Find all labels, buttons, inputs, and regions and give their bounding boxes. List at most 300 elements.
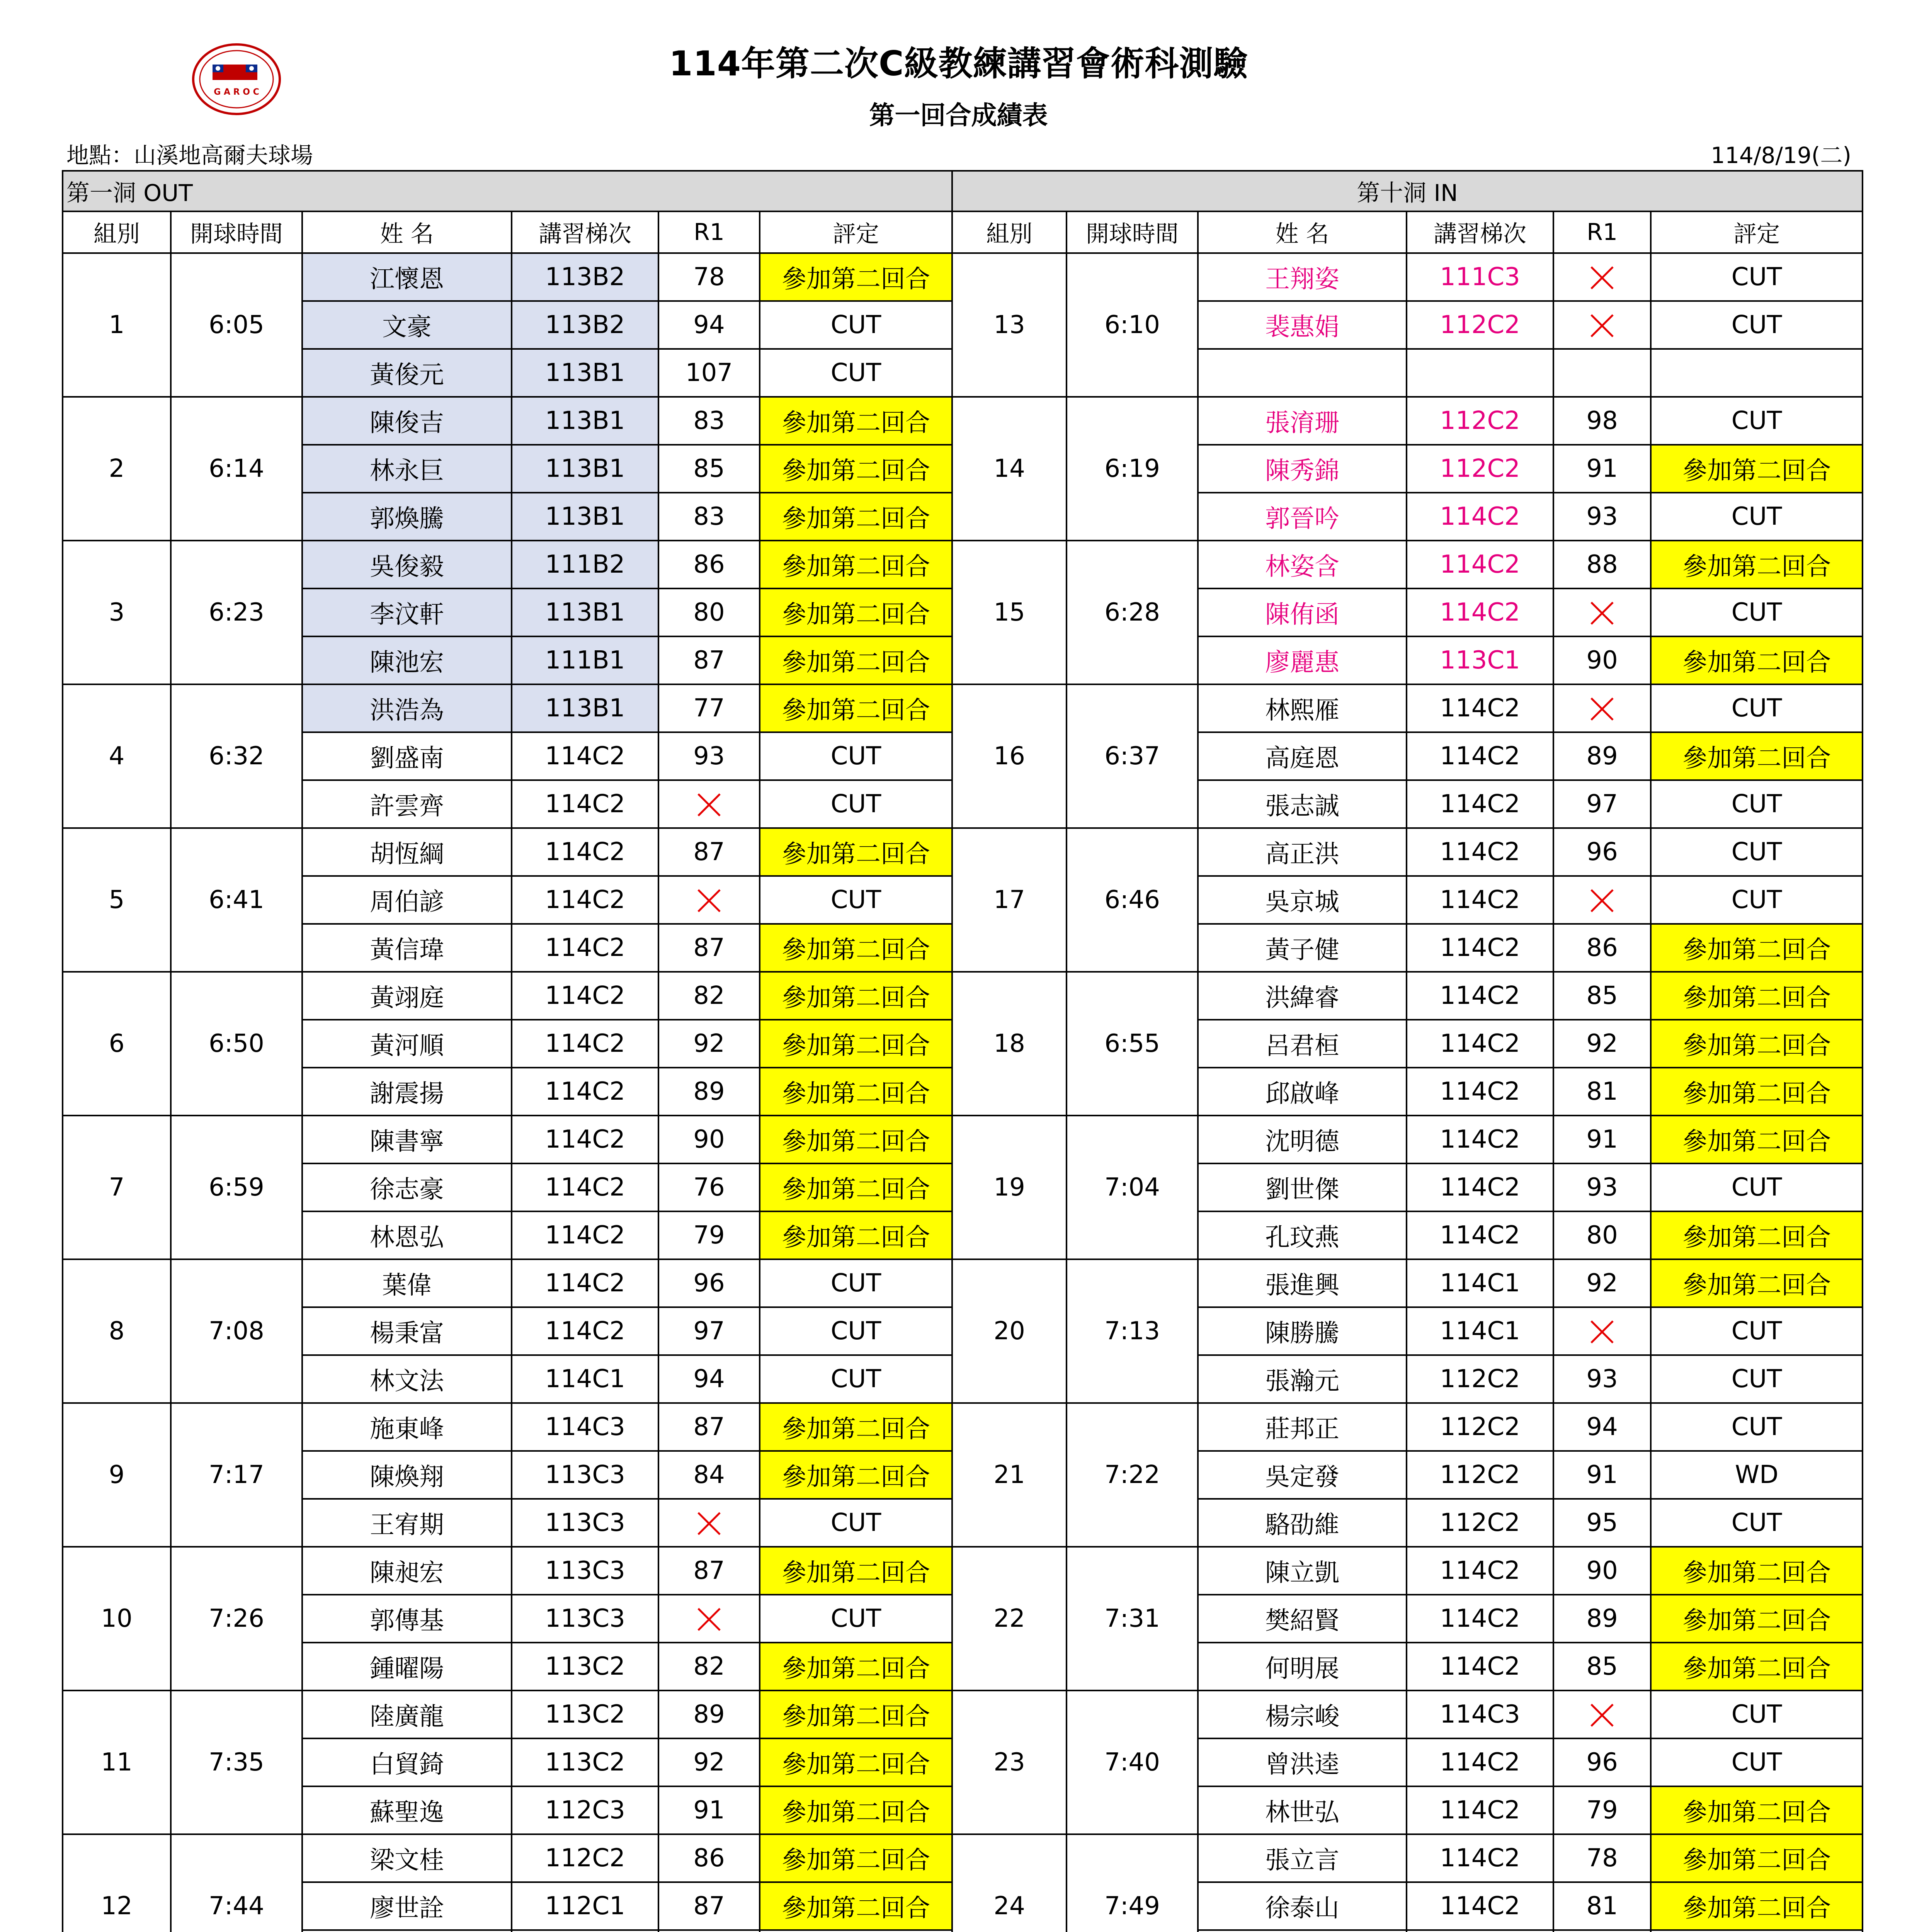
training-session: 112C2 [1407, 445, 1553, 493]
result-status: 參加第二回合 [760, 253, 952, 301]
result-status: 參加第二回合 [1651, 445, 1863, 493]
training-session: 112C2 [1407, 1499, 1553, 1547]
player-name: 梁文桂 [302, 1834, 512, 1882]
player-name: 洪緯睿 [1198, 972, 1407, 1020]
player-name: 邱啟峰 [1198, 1068, 1407, 1116]
result-status: CUT [1651, 588, 1863, 636]
player-name: 黃河順 [302, 1020, 512, 1068]
x-mark-icon [1588, 264, 1616, 292]
training-session: 114C2 [1407, 1116, 1553, 1163]
player-row [63, 397, 1863, 445]
group-number: 3 [63, 541, 171, 684]
col-header-r1: R1 [1553, 211, 1651, 253]
col-header-tee-time: 開球時間 [171, 211, 302, 253]
player-name: 曾洪逵 [1198, 1738, 1407, 1786]
r1-score: 80 [658, 588, 760, 636]
player-name: 楊宗峻 [1198, 1690, 1407, 1738]
training-session: 114C2 [1407, 924, 1553, 972]
training-session: 114C1 [1407, 1259, 1553, 1307]
player-name [302, 1930, 512, 1932]
r1-score [1553, 684, 1651, 732]
group-number: 7 [63, 1116, 171, 1259]
venue-label: 地點：山溪地高爾夫球場 [66, 142, 313, 168]
player-name: 樊紹賢 [1198, 1595, 1407, 1643]
training-session [1407, 1930, 1553, 1932]
player-name: 徐志豪 [302, 1163, 512, 1211]
training-session: 114C2 [1407, 541, 1553, 588]
player-name: 黃翊庭 [302, 972, 512, 1020]
r1-score: 87 [658, 1882, 760, 1930]
player-name: 陳俊吉 [302, 397, 512, 445]
col-header-session: 講習梯次 [512, 211, 658, 253]
result-status: 參加第二回合 [1651, 1786, 1863, 1834]
player-name: 施東峰 [302, 1403, 512, 1451]
tee-time: 7:44 [171, 1834, 302, 1932]
training-session: 114C2 [512, 1163, 658, 1211]
tee-time: 6:50 [171, 972, 302, 1116]
group-number: 15 [952, 541, 1067, 684]
training-session [1407, 349, 1553, 397]
player-name: 郭煥騰 [302, 493, 512, 541]
result-status: 參加第二回合 [1651, 636, 1863, 684]
player-name: 林文法 [302, 1355, 512, 1403]
result-status: 參加第二回合 [760, 1163, 952, 1211]
result-status: 參加第二回合 [760, 445, 952, 493]
training-session: 114C3 [512, 1403, 658, 1451]
r1-score: 96 [658, 1259, 760, 1307]
player-row [63, 1403, 1863, 1451]
result-status: CUT [1651, 828, 1863, 876]
x-mark-icon [695, 1605, 723, 1633]
r1-score: 78 [658, 253, 760, 301]
training-session: 114C2 [1407, 876, 1553, 924]
tee-time: 6:05 [171, 253, 302, 397]
r1-score [1553, 1930, 1651, 1932]
result-status: 參加第二回合 [1651, 732, 1863, 780]
player-name: 林恩弘 [302, 1211, 512, 1259]
training-session: 114C2 [1407, 1643, 1553, 1690]
col-header-name: 姓 名 [1198, 211, 1407, 253]
training-session: 112C1 [512, 1882, 658, 1930]
result-status: CUT [1651, 1355, 1863, 1403]
player-name: 胡恆綱 [302, 828, 512, 876]
r1-score: 90 [1553, 636, 1651, 684]
training-session: 114C2 [512, 924, 658, 972]
training-session: 114C2 [1407, 1834, 1553, 1882]
result-status: 參加第二回合 [760, 397, 952, 445]
result-status: 參加第二回合 [760, 1068, 952, 1116]
r1-score: 79 [1553, 1786, 1651, 1834]
group-number: 23 [952, 1690, 1067, 1834]
training-session: 114C2 [512, 732, 658, 780]
result-status: 參加第二回合 [760, 1834, 952, 1882]
player-name: 王翔姿 [1198, 253, 1407, 301]
result-status: 參加第二回合 [760, 1116, 952, 1163]
tee-time: 6:59 [171, 1116, 302, 1259]
training-session: 113B1 [512, 397, 658, 445]
result-status: WD [1651, 1451, 1863, 1499]
result-status: 參加第二回合 [1651, 1595, 1863, 1643]
col-header-name: 姓 名 [302, 211, 512, 253]
training-session: 113C2 [512, 1643, 658, 1690]
result-status: 參加第二回合 [760, 636, 952, 684]
r1-score: 83 [658, 493, 760, 541]
r1-score: 86 [1553, 924, 1651, 972]
tee-time: 6:14 [171, 397, 302, 541]
col-header-r1: R1 [658, 211, 760, 253]
tee-time: 7:26 [171, 1547, 302, 1690]
player-name: 高正洪 [1198, 828, 1407, 876]
group-number: 11 [63, 1690, 171, 1834]
x-mark-icon [695, 887, 723, 915]
result-status: 參加第二回合 [760, 493, 952, 541]
result-status: CUT [760, 301, 952, 349]
player-name: 廖麗惠 [1198, 636, 1407, 684]
result-status: CUT [1651, 780, 1863, 828]
r1-score: 93 [1553, 1355, 1651, 1403]
result-status: 參加第二回合 [760, 1786, 952, 1834]
player-row [63, 253, 1863, 301]
result-status: 參加第二回合 [760, 541, 952, 588]
col-header-group: 組別 [63, 211, 171, 253]
r1-score: 81 [1553, 1882, 1651, 1930]
r1-score [1553, 1690, 1651, 1738]
player-name: 陳書寧 [302, 1116, 512, 1163]
player-row [63, 828, 1863, 876]
result-status: 參加第二回合 [1651, 1020, 1863, 1068]
group-number: 21 [952, 1403, 1067, 1547]
r1-score: 77 [658, 684, 760, 732]
r1-score: 85 [1553, 1643, 1651, 1690]
result-status: 參加第二回合 [760, 924, 952, 972]
training-session: 112C2 [1407, 397, 1553, 445]
r1-score: 93 [1553, 493, 1651, 541]
result-status: 參加第二回合 [1651, 1643, 1863, 1690]
tee-time: 7:22 [1067, 1403, 1198, 1547]
r1-score [1553, 1307, 1651, 1355]
player-name: 楊秉富 [302, 1307, 512, 1355]
training-session: 114C2 [512, 972, 658, 1020]
result-status: 參加第二回合 [760, 1451, 952, 1499]
player-name: 呂君桓 [1198, 1020, 1407, 1068]
x-mark-icon [1588, 599, 1616, 627]
training-session: 113C3 [512, 1595, 658, 1643]
r1-score: 92 [658, 1738, 760, 1786]
r1-score: 97 [658, 1307, 760, 1355]
r1-score: 92 [1553, 1020, 1651, 1068]
result-status: CUT [760, 732, 952, 780]
result-status: CUT [1651, 397, 1863, 445]
r1-score: 97 [1553, 780, 1651, 828]
result-status: CUT [760, 876, 952, 924]
tee-time: 6:41 [171, 828, 302, 972]
training-session: 114C2 [1407, 1547, 1553, 1595]
training-session: 114C2 [1407, 1786, 1553, 1834]
group-number: 22 [952, 1547, 1067, 1690]
r1-score: 94 [1553, 1403, 1651, 1451]
player-name: 駱劭維 [1198, 1499, 1407, 1547]
training-session: 114C1 [1407, 1307, 1553, 1355]
r1-score: 82 [658, 1643, 760, 1690]
r1-score: 98 [1553, 397, 1651, 445]
result-status: 參加第二回合 [1651, 1882, 1863, 1930]
player-name: 林姿含 [1198, 541, 1407, 588]
result-status: 參加第二回合 [1651, 1068, 1863, 1116]
tee-time: 6:32 [171, 684, 302, 828]
training-session: 114C2 [1407, 1163, 1553, 1211]
section-header-row [63, 171, 1863, 211]
r1-score: 92 [1553, 1259, 1651, 1307]
player-name [1198, 1930, 1407, 1932]
r1-score: 86 [658, 541, 760, 588]
r1-score: 89 [658, 1690, 760, 1738]
r1-score [658, 1499, 760, 1547]
result-status: 參加第二回合 [1651, 972, 1863, 1020]
result-status: CUT [1651, 301, 1863, 349]
result-status [1651, 349, 1863, 397]
player-name: 裴惠娟 [1198, 301, 1407, 349]
training-session: 113B1 [512, 349, 658, 397]
group-number: 5 [63, 828, 171, 972]
result-status: 參加第二回合 [760, 588, 952, 636]
training-session: 113B2 [512, 253, 658, 301]
r1-score: 81 [1553, 1068, 1651, 1116]
group-number: 17 [952, 828, 1067, 972]
in-section-label: 第十洞 IN [952, 171, 1863, 211]
r1-score: 80 [1553, 1211, 1651, 1259]
result-status: CUT [760, 1499, 952, 1547]
group-number: 4 [63, 684, 171, 828]
out-section-label: 第一洞 OUT [63, 171, 952, 211]
result-status [1651, 1930, 1863, 1932]
result-status: 參加第二回合 [1651, 1834, 1863, 1882]
training-session: 111B2 [512, 541, 658, 588]
training-session: 114C2 [512, 1307, 658, 1355]
r1-score: 85 [1553, 972, 1651, 1020]
result-status: CUT [760, 349, 952, 397]
r1-score: 94 [658, 1355, 760, 1403]
group-number: 6 [63, 972, 171, 1116]
r1-score: 76 [658, 1163, 760, 1211]
training-session: 113C3 [512, 1451, 658, 1499]
training-session: 113B1 [512, 445, 658, 493]
tee-time: 6:10 [1067, 253, 1198, 397]
player-name: 文豪 [302, 301, 512, 349]
group-number: 2 [63, 397, 171, 541]
player-name [1198, 349, 1407, 397]
player-row [63, 541, 1863, 588]
player-row [63, 1547, 1863, 1595]
training-session: 112C2 [1407, 1403, 1553, 1451]
tee-time: 7:04 [1067, 1116, 1198, 1259]
training-session: 114C2 [512, 1116, 658, 1163]
r1-score: 79 [658, 1211, 760, 1259]
training-session: 113C3 [512, 1499, 658, 1547]
r1-score: 93 [658, 732, 760, 780]
r1-score: 82 [658, 972, 760, 1020]
training-session: 112C2 [512, 1834, 658, 1882]
r1-score [658, 780, 760, 828]
training-session: 114C2 [1407, 588, 1553, 636]
tee-time: 6:19 [1067, 397, 1198, 541]
r1-score: 83 [658, 397, 760, 445]
player-row [63, 972, 1863, 1020]
player-name: 王宥期 [302, 1499, 512, 1547]
page-title: 114年第二次C級教練講習會術科測驗 [669, 44, 1248, 83]
player-name: 張立言 [1198, 1834, 1407, 1882]
r1-score: 95 [1553, 1499, 1651, 1547]
group-number: 8 [63, 1259, 171, 1403]
r1-score [658, 1595, 760, 1643]
r1-score [1553, 349, 1651, 397]
result-status: CUT [1651, 1499, 1863, 1547]
player-name: 白貿錡 [302, 1738, 512, 1786]
training-session: 113C1 [1407, 636, 1553, 684]
result-status: 參加第二回合 [1651, 1547, 1863, 1595]
r1-score: 87 [658, 1547, 760, 1595]
result-status: CUT [760, 1307, 952, 1355]
r1-score [1553, 301, 1651, 349]
player-name: 陳池宏 [302, 636, 512, 684]
result-status: 參加第二回合 [760, 1020, 952, 1068]
training-session: 114C2 [1407, 1738, 1553, 1786]
group-number: 9 [63, 1403, 171, 1547]
tee-time: 6:23 [171, 541, 302, 684]
player-name: 江懷恩 [302, 253, 512, 301]
r1-score: 88 [1553, 541, 1651, 588]
player-row [63, 1116, 1863, 1163]
r1-score: 90 [658, 1116, 760, 1163]
result-status: 參加第二回合 [1651, 541, 1863, 588]
x-mark-icon [1588, 1701, 1616, 1729]
page-subtitle: 第一回合成績表 [869, 100, 1048, 130]
training-session: 113B1 [512, 588, 658, 636]
logo-abbr: G A R O C [214, 87, 259, 97]
col-header-result: 評定 [1651, 211, 1863, 253]
player-name: 郭傳基 [302, 1595, 512, 1643]
training-session: 111C3 [1407, 253, 1553, 301]
r1-score: 84 [658, 1451, 760, 1499]
result-status: 參加第二回合 [1651, 1259, 1863, 1307]
training-session: 113B2 [512, 301, 658, 349]
player-name: 劉世傑 [1198, 1163, 1407, 1211]
training-session: 114C2 [1407, 684, 1553, 732]
result-status: CUT [1651, 253, 1863, 301]
r1-score: 86 [658, 1834, 760, 1882]
result-status: 參加第二回合 [760, 1643, 952, 1690]
r1-score [1553, 876, 1651, 924]
tee-time: 7:17 [171, 1403, 302, 1547]
group-number: 20 [952, 1259, 1067, 1403]
result-status: 參加第二回合 [760, 1690, 952, 1738]
player-name: 廖世詮 [302, 1882, 512, 1930]
player-name: 謝震揚 [302, 1068, 512, 1116]
r1-score: 91 [1553, 445, 1651, 493]
training-session: 114C2 [512, 1259, 658, 1307]
result-status: 參加第二回合 [760, 1403, 952, 1451]
training-session: 112C2 [1407, 301, 1553, 349]
column-header-row [63, 211, 1863, 253]
training-session: 114C2 [1407, 780, 1553, 828]
result-status: CUT [1651, 493, 1863, 541]
r1-score: 85 [658, 445, 760, 493]
training-session: 114C2 [1407, 1211, 1553, 1259]
player-name: 陳勝騰 [1198, 1307, 1407, 1355]
player-name: 高庭恩 [1198, 732, 1407, 780]
player-row [63, 1834, 1863, 1882]
result-status: CUT [760, 1259, 952, 1307]
player-name: 郭晉吟 [1198, 493, 1407, 541]
result-status: 參加第二回合 [1651, 1211, 1863, 1259]
tee-time: 6:28 [1067, 541, 1198, 684]
training-session: 114C2 [1407, 732, 1553, 780]
player-name: 吳俊毅 [302, 541, 512, 588]
result-status: CUT [1651, 1307, 1863, 1355]
result-status: 參加第二回合 [1651, 924, 1863, 972]
group-number: 10 [63, 1547, 171, 1690]
tee-time: 6:55 [1067, 972, 1198, 1116]
x-mark-icon [1588, 887, 1616, 915]
training-session: 114C2 [1407, 1882, 1553, 1930]
group-number: 12 [63, 1834, 171, 1932]
col-header-session: 講習梯次 [1407, 211, 1553, 253]
r1-score: 87 [658, 924, 760, 972]
player-row [63, 1259, 1863, 1307]
result-status: 參加第二回合 [760, 972, 952, 1020]
player-name: 葉偉 [302, 1259, 512, 1307]
r1-score: 87 [658, 636, 760, 684]
result-status: 參加第二回合 [760, 1882, 952, 1930]
r1-score: 89 [658, 1068, 760, 1116]
player-name: 張志誠 [1198, 780, 1407, 828]
tee-time: 6:37 [1067, 684, 1198, 828]
player-name: 陸廣龍 [302, 1690, 512, 1738]
training-session: 114C2 [512, 780, 658, 828]
tee-time: 7:08 [171, 1259, 302, 1403]
result-status [760, 1930, 952, 1932]
r1-score: 96 [1553, 828, 1651, 876]
player-name: 蘇聖逸 [302, 1786, 512, 1834]
player-name: 洪浩為 [302, 684, 512, 732]
r1-score: 96 [1553, 1738, 1651, 1786]
training-session: 114C3 [1407, 1690, 1553, 1738]
player-name: 何明展 [1198, 1643, 1407, 1690]
x-mark-icon [695, 1510, 723, 1537]
r1-score: 90 [1553, 1547, 1651, 1595]
training-session: 113C2 [512, 1690, 658, 1738]
result-status: 參加第二回合 [760, 684, 952, 732]
result-status: CUT [1651, 1738, 1863, 1786]
player-name: 莊邦正 [1198, 1403, 1407, 1451]
result-status: CUT [1651, 1690, 1863, 1738]
r1-score [1553, 588, 1651, 636]
col-header-tee-time: 開球時間 [1067, 211, 1198, 253]
training-session: 114C2 [512, 828, 658, 876]
r1-score: 89 [1553, 1595, 1651, 1643]
training-session: 114C2 [512, 1211, 658, 1259]
result-status: CUT [760, 780, 952, 828]
player-name: 張淯珊 [1198, 397, 1407, 445]
player-name: 林永巨 [302, 445, 512, 493]
group-number: 24 [952, 1834, 1067, 1932]
player-name: 李汶軒 [302, 588, 512, 636]
r1-score: 89 [1553, 732, 1651, 780]
player-name: 吳定發 [1198, 1451, 1407, 1499]
col-header-group: 組別 [952, 211, 1067, 253]
player-name: 周伯諺 [302, 876, 512, 924]
result-status: 參加第二回合 [1651, 1116, 1863, 1163]
training-session: 114C2 [1407, 1068, 1553, 1116]
